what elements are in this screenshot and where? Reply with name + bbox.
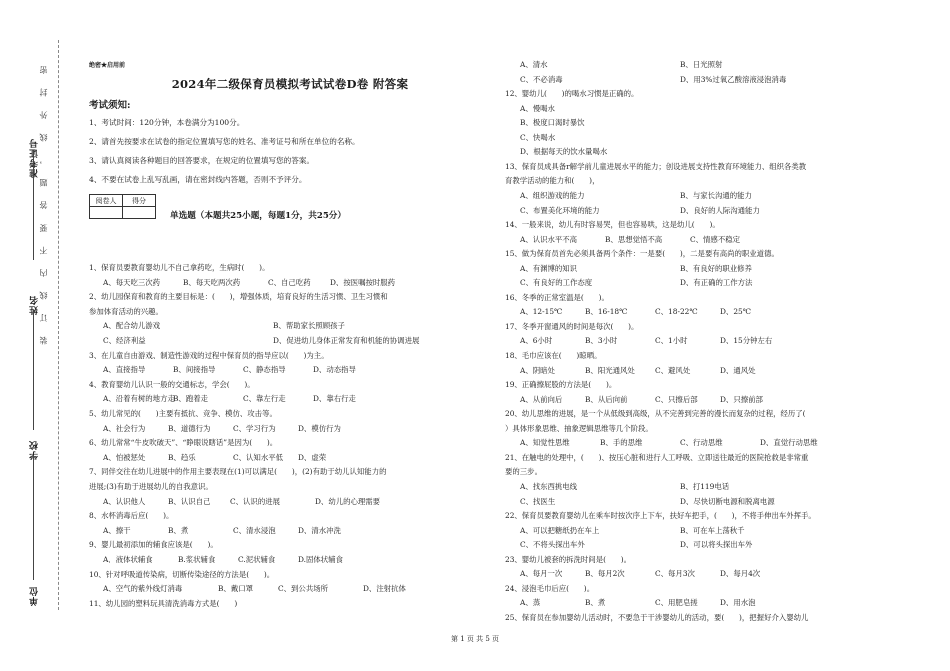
side-line-name	[33, 310, 34, 430]
option-b[interactable]: B、打119电话	[680, 481, 730, 491]
option-a[interactable]: A、认识水平不高	[520, 234, 578, 244]
option-c[interactable]: C、清水浸泡	[233, 525, 276, 535]
side-label-name: 姓名	[30, 295, 40, 315]
option-a[interactable]: A、慢喝水	[520, 103, 555, 113]
option-b[interactable]: B、极度口渴时暴饮	[520, 118, 585, 128]
question-stem: 5、幼儿常见的( )主要有抵抗、竞争、模仿、攻击等。	[89, 409, 277, 418]
question-stem: 9、婴儿最初添加的辅食应该是( )。	[89, 540, 218, 550]
option-c[interactable]: C、18-22℃	[655, 307, 698, 317]
question-stem: 14、一般来说，幼儿有时容易哭，但也容易哄，这是幼儿( )。	[505, 220, 720, 230]
option-b[interactable]: B、日光照射	[680, 60, 723, 69]
option-a[interactable]: A、空气的紫外线灯消毒	[103, 584, 183, 594]
question-stem: 24、浸泡毛巾后应( )。	[505, 583, 595, 593]
question-stem: 10、针对呼吸道传染病，切断传染途径的方法是( )。	[89, 569, 275, 579]
option-a[interactable]: A、6小时	[520, 336, 553, 346]
side-label-unit: 单位	[30, 586, 40, 606]
option-d[interactable]: D、模仿行为	[298, 423, 341, 433]
notice-item: 2、请首先按要求在试卷的指定位置填写您的姓名、准考证号和所在单位的名称。	[89, 137, 360, 146]
option-a[interactable]: C、不将头探出车外	[520, 540, 585, 550]
option-b[interactable]: D、促进幼儿身体正常发育和机能的协调进展	[273, 336, 420, 345]
question-stem: 13、保育员成具备r解学前儿童进展水平的能力；创设进展支持性教育环境能力、组织各类教	[505, 161, 807, 171]
option-b[interactable]: B、与家长沟通的能力	[680, 190, 752, 200]
option-a[interactable]: A、怕被惩处	[103, 452, 146, 462]
option-b[interactable]: D、用3%过氧乙酸溶液浸泡消毒	[680, 74, 787, 84]
notice-item: 4、不要在试卷上乱写乱画，请在密封线内答题，否则不予评分。	[89, 175, 307, 184]
option-d[interactable]: D、幼儿的心理需要	[315, 496, 381, 506]
option-a[interactable]: A、直接指导	[103, 365, 146, 375]
option-a[interactable]: A、组织游戏的能力	[520, 190, 585, 200]
option-b[interactable]: B、可在车上荡秋千	[680, 525, 745, 535]
side-line-school	[33, 455, 34, 580]
option-c[interactable]: C、到公共场所	[278, 584, 328, 594]
question-stem: 3、在儿童自由游戏、制造性游戏的过程中保育员的指导应以( )为主。	[89, 350, 329, 360]
option-a[interactable]: C、找医生	[520, 496, 556, 506]
option-b[interactable]: B、煮	[168, 525, 189, 535]
option-a[interactable]: A、擦干	[103, 525, 131, 535]
option-b[interactable]: B、跑着走	[173, 394, 208, 404]
question-stem: 8、水杯消毒后应( )。	[89, 511, 174, 521]
question-stem: 23、婴幼儿被套的拆洗时间是( )。	[505, 554, 632, 564]
option-b[interactable]: B、煮	[585, 598, 606, 608]
option-b[interactable]: B、道德行为	[168, 423, 211, 433]
secret-mark: 绝密★启用前	[89, 62, 126, 69]
option-a[interactable]: A、沿着有树的地方走	[103, 394, 175, 404]
side-label-school: 学校	[30, 440, 40, 460]
option-a[interactable]: A、有渊博的知识	[520, 263, 578, 273]
option-b[interactable]: D、尽快切断电源和脱离电源	[680, 496, 775, 506]
question-stem: 7、同伴交往在幼儿进展中的作用主要表现在(1)可以满足( )，(2)有助于幼儿认知能力的	[89, 467, 387, 477]
option-b[interactable]: B、阳光通风处	[585, 365, 635, 375]
notice-heading: 考试须知:	[89, 100, 131, 111]
option-c[interactable]: C、认识的进展	[230, 496, 280, 506]
option-b[interactable]: B、间接指导	[173, 365, 216, 375]
option-b[interactable]: B、每月2次	[585, 569, 625, 579]
option-a[interactable]: A、社会行为	[103, 423, 146, 433]
option-d[interactable]: D、通风处	[720, 365, 756, 375]
question-stem: 12、婴幼儿( )的喝水习惯是正确的。	[505, 89, 639, 99]
option-c[interactable]: C、行动思维	[680, 438, 723, 448]
section-heading: 单选题（本题共25小题，每题1分，共25分）	[170, 211, 346, 221]
question-stem-continued: 育教学活动的能力和( )，	[505, 176, 600, 186]
question-stem: 19、正确擦屁股的方法是( )。	[505, 380, 617, 390]
option-b[interactable]: B、3小时	[585, 336, 618, 346]
option-d[interactable]: D、注射抗体	[363, 584, 406, 594]
option-b[interactable]: B.浆状辅食	[178, 555, 216, 564]
score-cell[interactable]	[123, 207, 156, 219]
option-d[interactable]: D、15分钟左右	[720, 336, 773, 346]
option-a[interactable]: A、从前向后	[520, 394, 563, 404]
question-stem: 2、幼儿园保育和教育的主要目标是：( )，增强体质，培育良好的生活习惯、卫生习惯和	[89, 292, 388, 302]
option-d[interactable]: D、虚荣	[298, 452, 327, 462]
score-table	[89, 194, 156, 219]
option-c[interactable]: C、只擦后部	[655, 394, 698, 404]
question-stem: 20、幼儿思维的进展，是一个从低级到高级，从不完善到完善的漫长而复杂的过程，经历了(	[505, 409, 806, 419]
option-c[interactable]: C、靠左行走	[243, 394, 286, 404]
option-d[interactable]: D、25℃	[720, 307, 751, 317]
option-a[interactable]: A．液体状辅食	[103, 555, 153, 564]
question-stem: 11、幼儿园的塑料玩具清洗消毒方式是( )	[89, 598, 238, 608]
option-d[interactable]: D、按医嘱按时服药	[330, 277, 396, 287]
option-a[interactable]: A、知觉性思维	[520, 438, 570, 448]
notice-item: 1、考试时间：120分钟，本卷满分为100分。	[89, 118, 245, 127]
option-c[interactable]: C、自己吃药	[268, 277, 311, 287]
option-b[interactable]: B、帮助家长照顾孩子	[273, 321, 345, 331]
option-a[interactable]: A、找东西挑电线	[520, 481, 578, 491]
option-a[interactable]: C、布置美化环境的能力	[520, 205, 600, 215]
option-b[interactable]: D、可以将头探出车外	[680, 540, 753, 550]
question-stem: 6、幼儿常常“牛皮吹破天”、“睁眼说瞎话”是因为( )。	[89, 438, 278, 448]
option-c[interactable]: C、避风处	[655, 365, 691, 375]
question-stem-continued: 要的三步。	[505, 467, 542, 477]
option-b[interactable]: B、16-18℃	[585, 307, 628, 317]
binding-line	[58, 40, 59, 610]
option-b[interactable]: B、手的思维	[600, 438, 643, 448]
option-b[interactable]: B、戴口罩	[218, 584, 253, 594]
option-a[interactable]: A、清水	[520, 60, 548, 69]
option-c[interactable]: C、学习行为	[233, 423, 276, 433]
page-title: 2024年二级保育员模拟考试试卷D卷 附答案	[171, 77, 409, 91]
option-b[interactable]: B、趋乐	[168, 452, 196, 462]
question-stem-continued: 参加体育活动的兴趣。	[89, 306, 163, 316]
option-b[interactable]: B、有良好的职业修养	[680, 263, 752, 273]
option-d[interactable]: D.固体状辅食	[298, 555, 343, 564]
binding-text: 装 订 线 内 不 要 答 题 ， 线 外 封 密	[39, 60, 48, 345]
option-a[interactable]: C、有良好的工作态度	[520, 278, 593, 288]
page-footer: 第 1 页 共 5 页	[450, 635, 500, 643]
option-b[interactable]: B、每天吃两次药	[183, 277, 241, 287]
option-d[interactable]: D、清水冲洗	[298, 525, 341, 535]
option-c[interactable]: C、快喝水	[520, 132, 556, 142]
option-d[interactable]: D、用水泡	[720, 598, 756, 608]
question-stem: 21、在触电的处理中，( )、按压心脏和进行人工呼吸、立即送往最近的医院抢救是非常重	[505, 452, 809, 462]
score-table-grader: 阅卷人	[90, 195, 123, 207]
notice-item: 3、请认真阅读各种题目的回答要求，在规定的位置填写您的答案。	[89, 156, 315, 165]
side-line-exam-id	[33, 150, 34, 260]
option-a[interactable]: A、蒸	[520, 598, 541, 608]
option-d[interactable]: D、根据每天的饮水量喝水	[520, 147, 608, 157]
option-b[interactable]: B、思想觉悟不高	[605, 234, 663, 244]
option-b[interactable]: B、从后向前	[585, 394, 628, 404]
option-d[interactable]: D、动态指导	[313, 365, 356, 375]
option-c[interactable]: C、认知水平低	[233, 452, 283, 462]
side-label-exam-id: 准考证号	[30, 138, 40, 178]
option-c[interactable]: C、每月3次	[655, 569, 695, 579]
question-stem-continued: 进展;(3)有助于进展幼儿的自我意识。	[89, 482, 213, 491]
option-c[interactable]: C、1小时	[655, 336, 688, 346]
score-cell[interactable]	[90, 207, 123, 219]
option-a[interactable]: A、可以把糖纸扔在车上	[520, 525, 600, 535]
question-stem: 1、保育员要教育婴幼儿不自己拿药吃，生病时( )。	[89, 263, 270, 272]
option-a[interactable]: A、认识他人	[103, 496, 146, 506]
option-b[interactable]: D、良好的人际沟通能力	[680, 205, 760, 215]
question-stem: 17、冬季开窗通风的时间是每次( )。	[505, 321, 639, 331]
option-c[interactable]: C.泥状辅食	[238, 555, 276, 564]
option-a[interactable]: C、不必消毒	[520, 74, 563, 84]
option-d[interactable]: D、只擦前部	[720, 394, 763, 404]
question-stem: 18、毛巾应该在( )晾晒。	[505, 351, 602, 360]
option-c[interactable]: C、用肥皂搓	[655, 598, 698, 608]
option-c[interactable]: C、静态指导	[243, 365, 286, 375]
option-a[interactable]: A、配合幼儿游戏	[103, 321, 161, 331]
option-b[interactable]: D、有正确的工作方法	[680, 278, 753, 288]
option-c[interactable]: C、情感不稳定	[690, 234, 740, 244]
option-a[interactable]: A、每月一次	[520, 569, 563, 579]
option-a[interactable]: A、阴暗处	[520, 365, 555, 375]
question-stem: 25、保育员在参加婴幼儿活动时，不要急于干涉婴幼儿的活动，要( )，把握好介入婴幼儿	[505, 612, 809, 622]
option-d[interactable]: D、每月4次	[720, 569, 761, 579]
question-stem: 22、保育员要教育婴幼儿在乘车时按次序上下车，扶好车把手，( )，不将手伸出车外挥手。	[505, 511, 816, 521]
option-d[interactable]: D、直觉行动思维	[760, 438, 818, 448]
option-a[interactable]: A、每天吃三次药	[103, 277, 161, 287]
question-stem: 4、教育婴幼儿认识一般的交通标志，学会( )。	[89, 379, 255, 389]
question-stem: 15、做为保育员首先必须具备两个条件：一是要( )，二是要有高尚的职业道德。	[505, 249, 779, 259]
option-b[interactable]: B、认识自己	[168, 496, 211, 506]
question-stem: 16、冬季的正常室温是( )。	[505, 292, 609, 302]
option-a[interactable]: A、12-15℃	[520, 307, 563, 317]
question-stem-continued: ）具体形象思维、抽象逻辑思维等几个阶段。	[505, 423, 653, 433]
option-a[interactable]: C、经济利益	[103, 336, 146, 345]
option-d[interactable]: D、靠右行走	[313, 394, 356, 404]
score-table-score: 得分	[123, 195, 156, 207]
